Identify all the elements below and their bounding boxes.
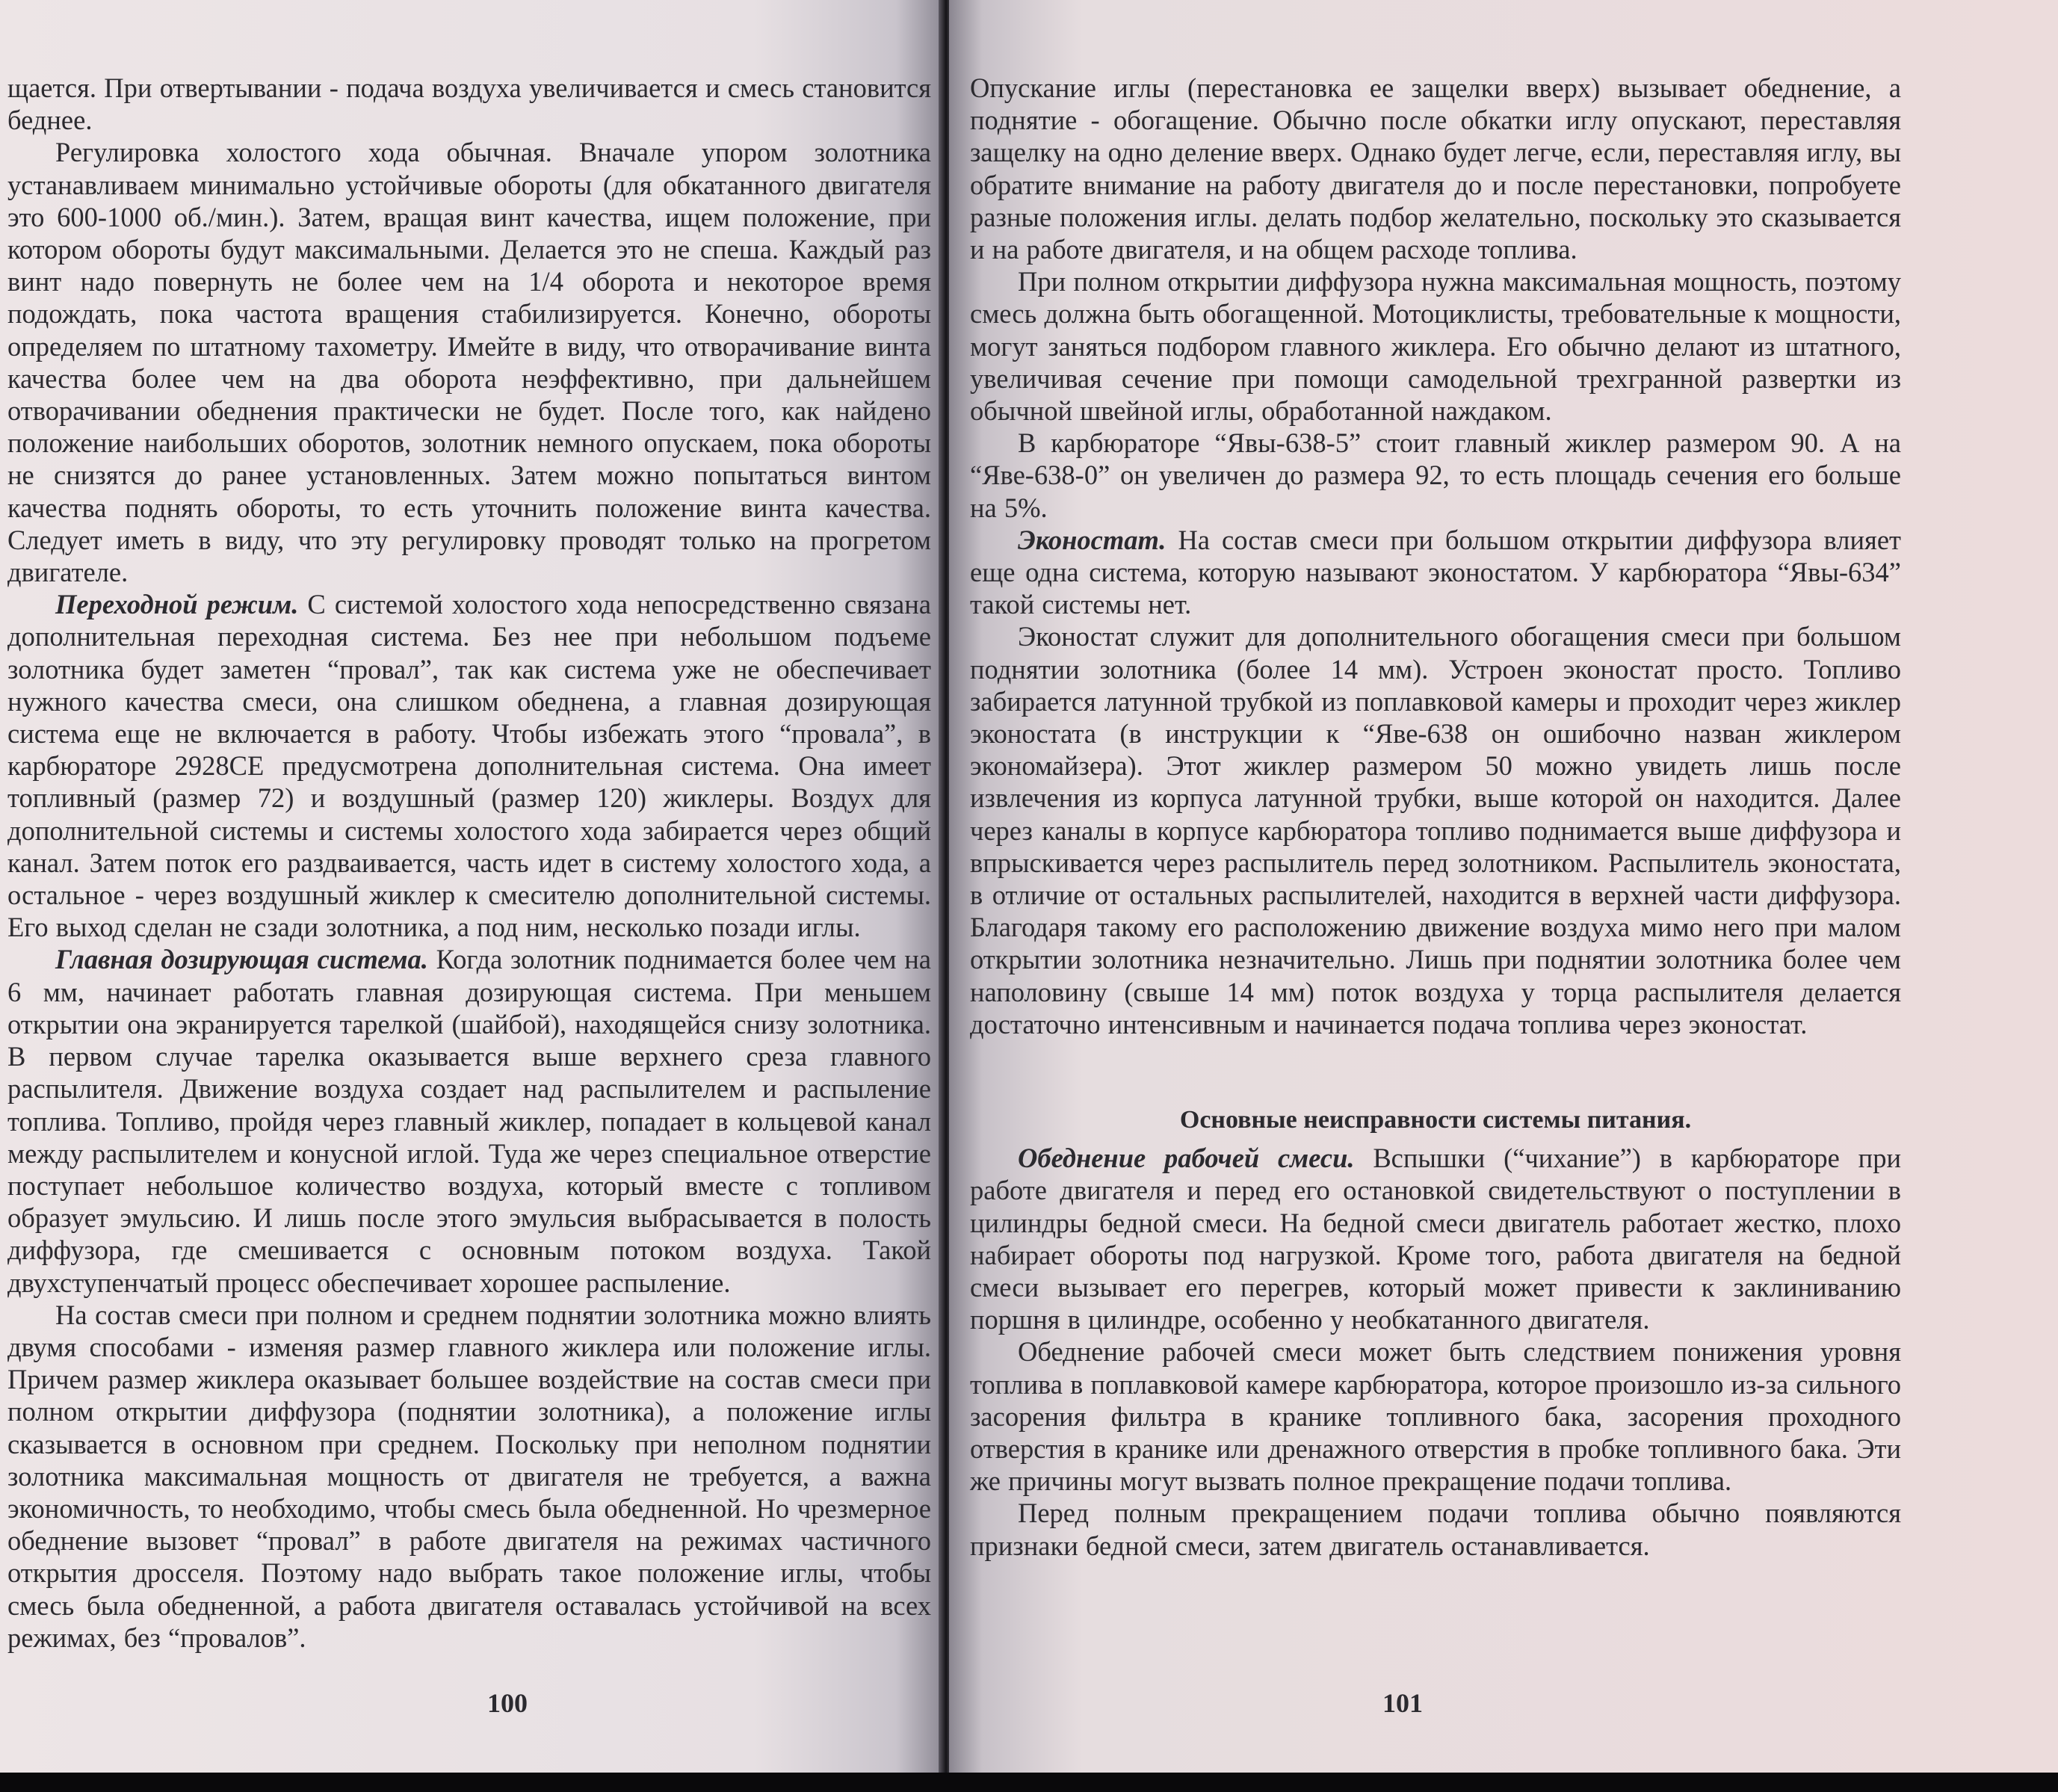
left-paragraph-5: На состав смеси при полном и среднем поднятии золотника можно влиять двумя способами - изменяя размер главного жиклера или положение иглы. Причем размер жиклера оказывает большее воздействие на состав смеси при полном открытии диффузора (поднятии золотника), а положение иглы сказывается в основном при среднем. Поскольку при неполном поднятии золотника максимальная мощность от двигателя не требуется, а важна экономичность, то необходимо, чтобы смесь была обедненной. Но чрезмерное обеднение вызовет “провал” в работе двигателя на режимах частичного открытия дросселя. Поэтому надо выбрать такое положение иглы, чтобы смесь была обедненной, а работа двигателя оставалась устойчивой на всех режимах, без “провалов”. bbox=[7, 1299, 931, 1653]
right-paragraph-4 bbox=[970, 524, 1901, 621]
right-paragraph-5: Эконостат служит для дополнительного обогащения смеси при большом поднятии золотника (более 14 мм). Устроен эконостат просто. Топливо забирается латунной трубкой из поплавковой камеры и проходит через жиклер эконостата (в инструкции к “Яве-638 он ошибочно назван жиклером экономайзера). Этот жиклер размером 50 можно увидеть лишь после извлечения из корпуса латунной трубки, выше которой он находится. Далее через каналы в корпусе карбюратора топливо поднимается выше диффузора и впрыскивается через распылитель перед золотником. Распылитель эконостата, в отличие от остальных распылителей, находится в верхней части диффузора. Благодаря такому его расположению движение воздуха мимо него при малом открытии золотника незначительно. Лишь при поднятии золотника более чем наполовину (свыше 14 мм) поток воздуха у торца распылителя делается достаточно интенсивным и начинается подача топлива через эконостат. bbox=[970, 621, 1901, 1039]
section-heading: Основные неисправности системы питания. bbox=[1179, 1106, 1692, 1134]
right-paragraph-1: Опускание иглы (перестановка ее защелки вверх) вызывает обеднение, а поднятие - обогащение. Обычно после обкатки иглу опускают, переставляя защелку на одно деление вверх. Однако будет легче, если, переставляя иглу, вы обратите внимание на работу двигателя до и после перестановки, попробуете разные положения иглы. делать подбор желательно, поскольку это сказывается и на работе двигателя, и на общем расходе топлива. bbox=[970, 72, 1901, 265]
left-paragraph-3-body: С системой холостого хода непосредственно связана дополнительная переходная система. Без нее при небольшом подъеме золотника будет заметен “провал”, так как система уже не обеспечивает нужного качества смеси, она слишком обеднена, а главная дозирующая система еще не включается в работу. Чтобы избежать этого “провала”, в карбюраторе 2928СЕ предусмотрена дополнительная система. Она имеет топливный (размер 72) и воздушный (размер 120) жиклеры. Воздух для дополнительной системы и системы холостого хода забирается через общий канал. Затем поток его раздваивается, часть идет в систему холостого хода, а остальное - через воздушный жиклер к смесителю дополнительной системы. Его выход сделан не сзади золотника, а под ним, несколько позади иглы. bbox=[7, 589, 931, 943]
left-paragraph-4-lead: Главная дозирующая система. bbox=[55, 944, 428, 975]
left-paragraph-2: Регулировка холостого хода обычная. Вначале упором золотника устанавливаем минимально устойчивые обороты (для обкатанного двигателя это 600-1000 об./мин.). Затем, вращая винт качества, ищем положение, при котором обороты будут максимальными. Делается это не спеша. Каждый раз винт надо повернуть не более чем на 1/4 оборота и некоторое время подождать, пока частота вращения стабилизируется. Конечно, обороты определяем по штатному тахометру. Имейте в виду, что отворачивание винта качества более чем на два оборота неэффективно, при дальнейшем отворачивании обеднения практически не будет. После того, как найдено положение наибольших оборотов, золотник немного опускаем, пока обороты не снизятся до ранее установленных. Затем можно попытаться винтом качества поднять обороты, то есть уточнить положение винта качества. Следует иметь в виду, что эту регулировку проводят только на прогретом двигателе. bbox=[7, 137, 931, 588]
page-number-right: 101 bbox=[1382, 1688, 1423, 1718]
left-paragraph-4 bbox=[7, 943, 931, 1298]
section-paragraph-1-lead: Обеднение рабочей смеси. bbox=[1018, 1143, 1355, 1174]
section-paragraph-1 bbox=[970, 1142, 1901, 1335]
right-page-text bbox=[970, 72, 1901, 1562]
right-paragraph-2: При полном открытии диффузора нужна максимальная мощность, поэтому смесь должна быть обогащенной. Мотоциклисты, требовательные к мощности, могут заняться подбором главного жиклера. Его обычно делают из штатного, увеличивая сечение при помощи самодельной трехгранной развертки из обычной швейной иглы, обработанной наждаком. bbox=[970, 266, 1901, 427]
scan-border bbox=[0, 1773, 2058, 1792]
section-paragraph-1-body: Вспышки (“чихание”) в карбюраторе при работе двигателя и перед его остановкой свидетельствуют о поступлении в цилиндры бедной смеси. На бедной смеси двигатель работает жестко, плохо набирает обороты под нагрузкой. Кроме того, работа двигателя на бедной смеси вызывает его перегрев, который может привести к заклиниванию поршня в цилиндре, особенно у необкатанного двигателя. bbox=[970, 1143, 1901, 1335]
left-paragraph-1: щается. При отвертывании - подача воздуха увеличивается и смесь становится беднее. bbox=[7, 72, 931, 136]
left-paragraph-4-body: Когда золотник поднимается более чем на 6 мм, начинает работать главная дозирующая система. При меньшем открытии она экранируется тарелкой (шайбой), находящейся снизу золотника. В первом случае тарелка оказывается выше верхнего среза главного распылителя. Движение воздуха создает над распылителем и распыление топлива. Топливо, пройдя через главный жиклер, попадает в кольцевой канал между распылителем и конусной иглой. Туда же через специальное отверстие поступает небольшое количество воздуха, который вместе с топливом образует эмульсию. И лишь после этого эмульсия выбрасывается в полость диффузора, где смешивается с основным потоком воздуха. Такой двухступенчатый процесс обеспечивает хорошее распыление. bbox=[7, 944, 931, 1298]
left-paragraph-3-lead: Переходной режим. bbox=[55, 589, 299, 620]
right-paragraph-3: В карбюраторе “Явы-638-5” стоит главный жиклер размером 90. А на “Яве-638-0” он увеличен до размера 92, то есть площадь сечения его больше на 5%. bbox=[970, 427, 1901, 523]
right-paragraph-4-body: На состав смеси при большом открытии диффузора влияет еще одна система, которую называют эконостатом. У карбюратора “Явы-634” такой системы нет. bbox=[970, 524, 1901, 620]
left-page bbox=[0, 0, 943, 1773]
section-paragraph-3: Перед полным прекращением подачи топлива обычно появляются признаки бедной смеси, затем двигатель останавливается. bbox=[970, 1498, 1901, 1561]
right-paragraph-4-lead: Эконостат. bbox=[1018, 524, 1166, 555]
page-number-left: 100 bbox=[487, 1688, 528, 1718]
left-page-text bbox=[7, 72, 931, 1654]
right-page bbox=[949, 0, 2058, 1773]
left-paragraph-3 bbox=[7, 588, 931, 943]
section-paragraph-2: Обеднение рабочей смеси может быть следствием понижения уровня топлива в поплавковой камере карбюратора, которое произошло из-за сильного засорения фильтра в кранике топливного бака, засорения проходного отверстия в кранике или дренажного отверстия в пробке топливного бака. Эти же причины могут вызвать полное прекращение подачи топлива. bbox=[970, 1336, 1901, 1497]
